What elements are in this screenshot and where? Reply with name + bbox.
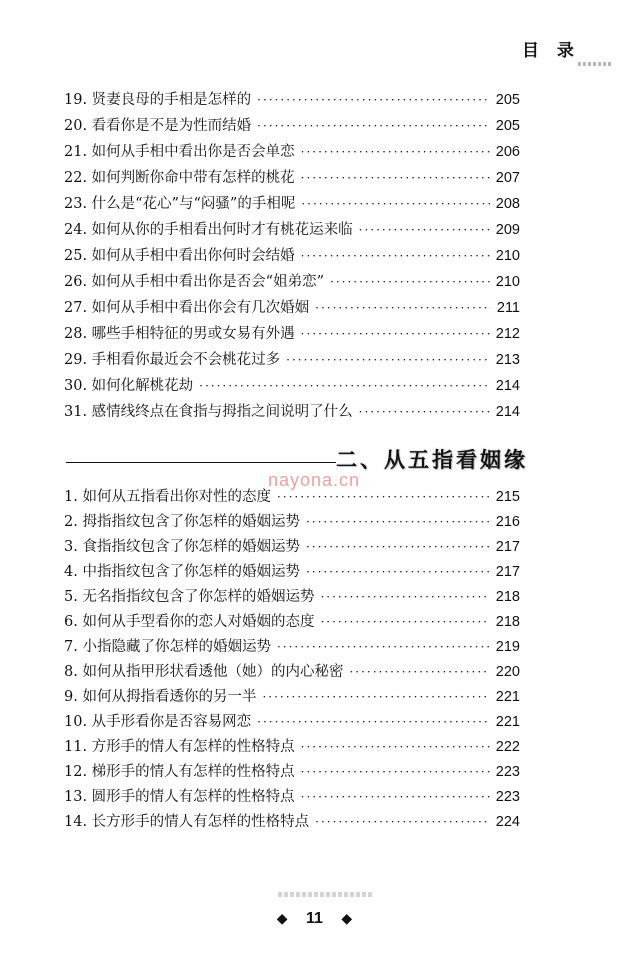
header-scan-noise (578, 62, 612, 66)
toc-entry-page: 219 (495, 639, 520, 655)
toc-entry[interactable] (64, 166, 520, 190)
toc-entry[interactable] (64, 735, 520, 759)
toc-entry-title: 7. 小指隐藏了你怎样的婚姻运势 (64, 639, 271, 655)
toc-dot-leader (301, 760, 490, 784)
toc-entry-page: 215 (495, 489, 520, 505)
toc-entry-title: 30. 如何化解桃花劫 (64, 378, 194, 394)
toc-entry-page: 217 (495, 564, 520, 580)
toc-dot-leader (262, 685, 489, 709)
toc-entry-page: 205 (495, 118, 520, 134)
toc-entry-title: 2. 拇指指纹包含了你怎样的婚姻运势 (64, 514, 300, 530)
toc-entry[interactable] (64, 88, 520, 112)
toc-entry[interactable] (64, 485, 520, 509)
toc-entry-page: 218 (495, 589, 520, 605)
toc-entry-page: 224 (495, 814, 520, 830)
toc-entry-title: 21. 如何从手相中看出你是否会单恋 (64, 144, 295, 160)
toc-entry[interactable] (64, 218, 520, 242)
toc-entry[interactable] (64, 710, 520, 734)
toc-entry-page: 223 (495, 764, 520, 780)
toc-entry[interactable] (64, 270, 520, 294)
toc-entry[interactable] (64, 192, 520, 216)
toc-dot-leader (277, 485, 490, 509)
toc-entry-page: 213 (495, 352, 520, 368)
toc-entry-page: 205 (495, 92, 520, 108)
toc-entry-title: 5. 无名指指纹包含了你怎样的婚姻运势 (64, 589, 315, 605)
toc-entry[interactable] (64, 635, 520, 659)
toc-dot-leader (301, 785, 490, 809)
toc-entry-title: 27. 如何从手相中看出你会有几次婚姻 (64, 300, 310, 316)
toc-entry[interactable] (64, 510, 520, 534)
toc-dot-leader (257, 88, 490, 112)
toc-entry-title: 28. 哪些手相特征的男或女易有外遇 (64, 326, 295, 342)
toc-entry-title: 22. 如何判断你命中带有怎样的桃花 (64, 170, 295, 186)
toc-entry[interactable] (64, 785, 520, 809)
toc-entry-title: 31. 感情线终点在食指与拇指之间说明了什么 (64, 404, 353, 420)
toc-dot-leader (315, 810, 490, 834)
toc-entry-page: 216 (495, 514, 520, 530)
toc-dot-leader (301, 244, 490, 268)
toc-entry-title: 13. 圆形手的情人有怎样的性格特点 (64, 789, 295, 805)
toc-dot-leader (306, 560, 490, 584)
toc-entry-title: 29. 手相看你最近会不会桃花过多 (64, 352, 281, 368)
toc-entry[interactable] (64, 535, 520, 559)
diamond-right-icon: ◆ (341, 910, 353, 926)
toc-dot-leader (320, 585, 489, 609)
toc-entry[interactable] (64, 760, 520, 784)
toc-dot-leader (359, 218, 490, 242)
toc-entry-page: 208 (495, 196, 520, 212)
watermark-text: nayona.cn (268, 470, 361, 490)
toc-entry[interactable] (64, 348, 520, 372)
toc-dot-leader (306, 510, 490, 534)
toc-dot-leader (301, 192, 489, 216)
toc-entry[interactable] (64, 244, 520, 268)
toc-entry[interactable] (64, 296, 520, 320)
toc-dot-leader (301, 140, 490, 164)
toc-dot-leader (315, 296, 491, 320)
toc-dot-leader (301, 735, 490, 759)
toc-entry-title: 9. 如何从拇指看透你的另一半 (64, 689, 257, 705)
toc-dot-leader (320, 610, 489, 634)
toc-dot-leader (257, 710, 490, 734)
toc-entry[interactable] (64, 374, 520, 398)
toc-dot-leader (257, 114, 490, 138)
toc-dot-leader (359, 400, 490, 424)
toc-entry-title: 12. 梯形手的情人有怎样的性格特点 (64, 764, 295, 780)
footer-scan-noise (278, 892, 374, 897)
toc-entry-page: 214 (495, 404, 520, 420)
page-header-title: 目 录 (522, 41, 580, 61)
page-number: 11 (306, 910, 323, 927)
toc-dot-leader (330, 270, 490, 294)
toc-entry-page: 218 (495, 614, 520, 630)
toc-entry[interactable] (64, 560, 520, 584)
toc-entry-title: 24. 如何从你的手相看出何时才有桃花运来临 (64, 222, 353, 238)
toc-entry[interactable] (64, 140, 520, 164)
toc-entry[interactable] (64, 610, 520, 634)
toc-dot-leader (306, 535, 490, 559)
toc-entry-page: 221 (495, 714, 520, 730)
toc-entry-page: 214 (495, 378, 520, 394)
toc-dot-leader (301, 322, 490, 346)
toc-entry-title: 6. 如何从手型看你的恋人对婚姻的态度 (64, 614, 315, 630)
toc-entry-title: 14. 长方形手的情人有怎样的性格特点 (64, 814, 310, 830)
toc-entry[interactable] (64, 322, 520, 346)
toc-entry-page: 210 (495, 248, 520, 264)
toc-entry-title: 10. 从手形看你是否容易网恋 (64, 714, 252, 730)
page-footer (0, 910, 629, 928)
toc-dot-leader (277, 635, 490, 659)
toc-dot-leader (301, 166, 490, 190)
section-heading: 二、从五指看姻缘 (336, 448, 528, 472)
diamond-left-icon: ◆ (276, 910, 288, 926)
toc-entry-page: 210 (495, 274, 520, 290)
toc-entry-title: 11. 方形手的情人有怎样的性格特点 (64, 739, 295, 755)
toc-dot-leader (349, 660, 489, 684)
toc-entry-page: 220 (495, 664, 520, 680)
toc-entry-page: 223 (495, 789, 520, 805)
toc-entry-title: 3. 食指指纹包含了你怎样的婚姻运势 (64, 539, 300, 555)
toc-entry-page: 222 (495, 739, 520, 755)
section-divider-line (66, 462, 336, 463)
toc-entry[interactable] (64, 114, 520, 138)
toc-entry-title: 25. 如何从手相中看出你何时会结婚 (64, 248, 295, 264)
toc-entry[interactable] (64, 660, 520, 684)
toc-entry-title: 23. 什么是“花心”与“闷骚”的手相呢 (64, 196, 296, 212)
toc-entry-title: 1. 如何从五指看出你对性的态度 (64, 489, 271, 505)
toc-entry-page: 206 (495, 144, 520, 160)
toc-dot-leader (199, 374, 490, 398)
toc-entry[interactable] (64, 685, 520, 709)
toc-entry-title: 8. 如何从指甲形状看透他（她）的内心秘密 (64, 664, 344, 680)
toc-entry-title: 4. 中指指纹包含了你怎样的婚姻运势 (64, 564, 300, 580)
toc-entry[interactable] (64, 585, 520, 609)
toc-entry-page: 211 (496, 300, 520, 316)
toc-entry-title: 19. 贤妻良母的手相是怎样的 (64, 92, 252, 108)
toc-entry[interactable] (64, 400, 520, 424)
toc-entry-page: 221 (495, 689, 520, 705)
toc-entry-page: 217 (495, 539, 520, 555)
toc-entry-page: 207 (495, 170, 520, 186)
toc-entry-page: 212 (495, 326, 520, 342)
toc-entry-title: 26. 如何从手相中看出你是否会“姐弟恋” (64, 274, 324, 290)
toc-entry-page: 209 (495, 222, 520, 238)
toc-dot-leader (286, 348, 490, 372)
toc-entry-title: 20. 看看你是不是为性而结婚 (64, 118, 252, 134)
toc-entry[interactable] (64, 810, 520, 834)
